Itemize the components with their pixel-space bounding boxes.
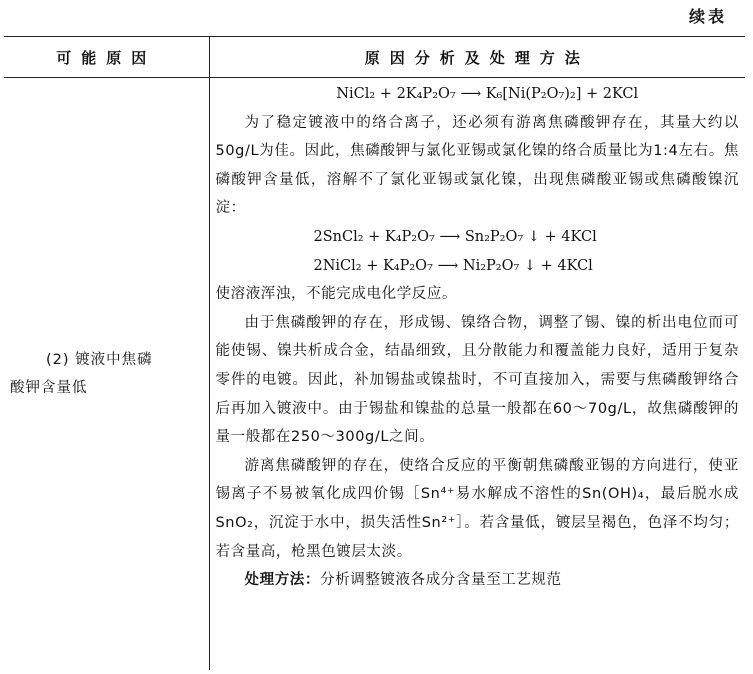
cause-line-2: 酸钾含量低	[10, 380, 88, 396]
paragraph-1: 为了稳定镀液中的络合离子，还必须有游离焦磷酸钾存在，其量大约以50g/L为佳。因此，焦磷酸钾与氯化亚锡或氯化镍的络合质量比为1:4左右。焦磷酸钾含量低，溶解不了氯化亚锡或氯化镍，出现焦磷酸亚锡或焦磷酸镍沉淀：	[215, 114, 739, 217]
equation-3: 2NiCl₂ + K₄P₂O₇ ⟶ Ni₂P₂O₇ ↓ + 4KCl	[313, 257, 593, 274]
paragraph-2: 使溶液浑浊，不能完成电化学反应。	[215, 286, 458, 303]
cause-cell	[4, 78, 209, 671]
equation-2: 2SnCl₂ + K₄P₂O₇ ⟶ Sn₂P₂O₇ ↓ + 4KCl	[313, 228, 597, 245]
method-label: 处理方法：	[244, 572, 320, 589]
analysis-cell	[209, 78, 745, 671]
table-row	[4, 78, 745, 671]
cause-text	[4, 346, 209, 402]
paragraph-4: 游离焦磷酸钾的存在，使络合反应的平衡朝焦磷酸亚锡的方向进行，使亚锡离子不易被氧化成四价锡［Sn⁴⁺易水解成不溶性的Sn(OH)₄，最后脱水成SnO₂，沉淀于水中，损失活性Sn²⁺］。若含量低，镀层呈褐色，色泽不均匀；若含量高，枪黑色镀层太淡。	[215, 457, 739, 560]
header-analysis: 原因分析及处理方法	[209, 37, 745, 78]
table-header-row	[4, 37, 745, 78]
continued-label: 续表	[688, 7, 727, 26]
header-cause: 可能原因	[4, 37, 209, 78]
treatment-method	[216, 566, 740, 595]
cause-line-1: (2) 镀液中焦磷	[46, 352, 153, 368]
equation-1: NiCl₂ + 2K₄P₂O₇ ⟶ K₆[Ni(P₂O₇)₂] + 2KCl	[336, 86, 639, 102]
cause-analysis-table	[4, 36, 745, 670]
method-text: 分析调整镀液各成分含量至工艺规范	[320, 572, 562, 589]
paragraph-3: 由于焦磷酸钾的存在，形成锡、镍络合物，调整了锡、镍的析出电位而可能使锡、镍共析成合金，结晶细致，且分散能力和覆盖能力良好，适用于复杂零件的电镀。因此，补加锡盐或镍盐时，不可直接加入，需要与焦磷酸钾络合后再加入镀液中。由于锡盐和镍盐的总量一般都在60～70g/L，故焦磷酸钾的量一般都在250～300g/L之间。	[215, 314, 739, 446]
